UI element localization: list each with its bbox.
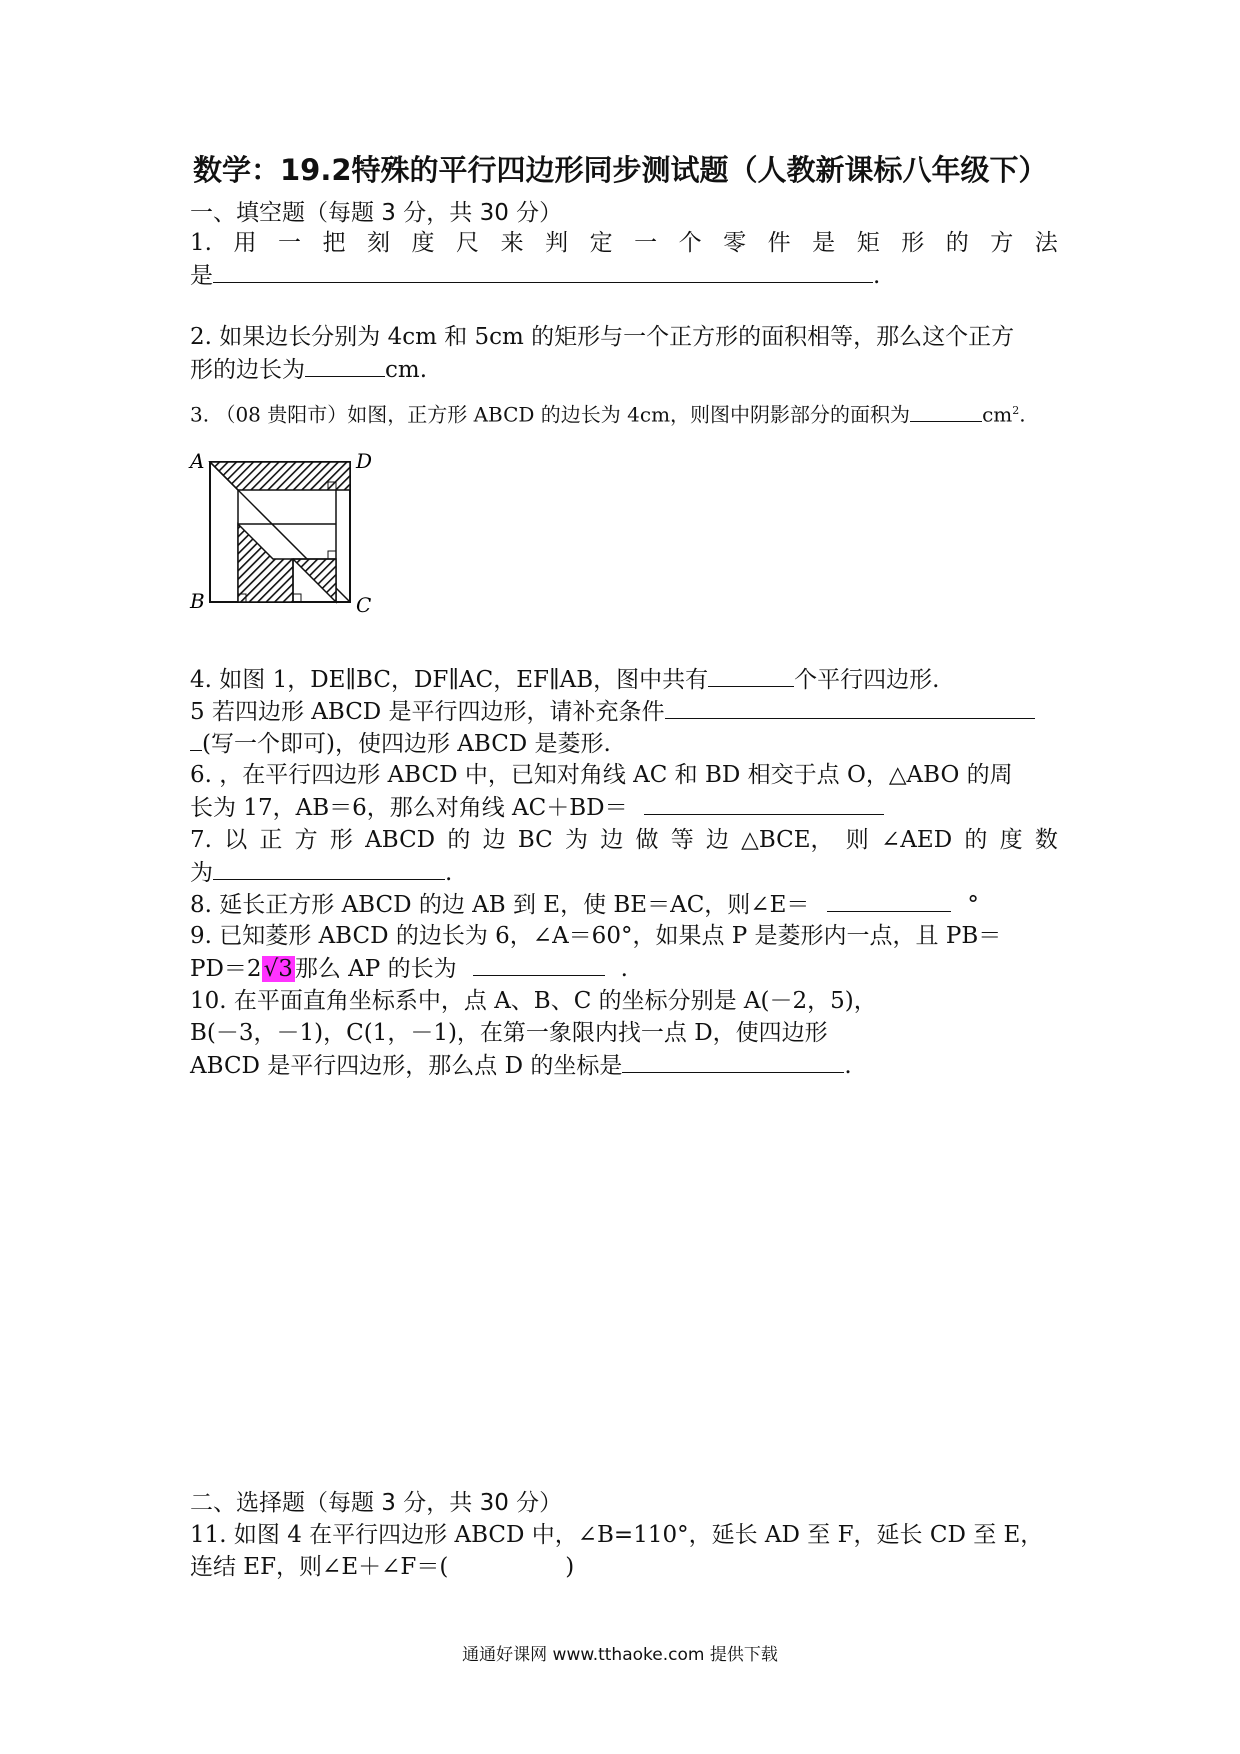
q9-mid: 那么 AP 的长为 [294,956,457,982]
question-1-line-2 [190,260,880,291]
square-abcd-figure [186,452,386,622]
question-10-line-3 [190,1050,852,1081]
q1-char: 度 [411,230,435,256]
q5-prefix: 5 若四边形 ABCD 是平行四边形，请补充条件 [190,699,665,725]
q7-token: 边 [705,827,729,853]
vertex-label-c: C [356,593,372,617]
answer-blank-q5-cont[interactable] [190,728,202,751]
question-9-line-2 [190,953,628,984]
q7-token: 以 [224,827,248,853]
question-1-line-1 [190,228,1058,258]
q7-prefix: 为 [190,860,213,886]
q1-char: 用 [233,230,257,256]
question-11-line-1: 11. 如图 4 在平行四边形 ABCD 中，∠B=110°，延长 AD 至 F，延长 CD 至 E， [190,1522,1044,1548]
q1-char: 1. [190,230,212,256]
q9-prefix: PD＝2 [190,956,262,982]
shaded-region-top [210,462,350,490]
q7-token: △BCE， [741,827,834,853]
question-8 [190,889,979,920]
q7-token: 的 [447,827,471,853]
q1-char: 矩 [856,230,880,256]
answer-blank-q7[interactable] [213,857,445,880]
question-11-line-2: 连结 EF，则∠E＋∠F＝( ) [190,1554,575,1580]
q1-char: 定 [589,230,613,256]
q1-prefix: 是 [190,263,213,289]
q1-char: 法 [1034,230,1058,256]
question-3 [190,396,1026,430]
question-6-line-2 [190,792,884,823]
page-footer: 通通好课网 www.tthaoke.com 提供下载 [462,1645,778,1665]
q7-token: 则 [845,827,869,853]
question-10-line-2: B(－3，－1)，C(1，－1)，在第一象限内找一点 D，使四边形 [190,1020,828,1046]
q3-text: 3. （08 贵阳市）如图，正方形 ABCD 的边长为 4cm，则图中阴影部分的面积为 [190,402,911,427]
q1-char: 刻 [367,230,391,256]
section-1-heading: 一、填空题（每题 3 分，共 30 分） [190,200,563,226]
document-title: 数学：19.2特殊的平行四边形同步测试题（人教新课标八年级下） [193,153,1048,187]
question-2-line-1: 2. 如果边长分别为 4cm 和 5cm 的矩形与一个正方形的面积相等，那么这个正方 [190,324,1015,350]
sqrt-three-highlight: √3 [263,956,293,982]
q1-char: 形 [901,230,925,256]
q1-char: 个 [678,230,702,256]
q10-suffix: . [844,1053,852,1079]
q2-suffix: cm. [385,357,428,383]
answer-blank-q6[interactable] [644,792,884,815]
q7-token: ABCD [365,827,436,853]
q7-token: 的 [964,827,988,853]
q4-prefix: 4. 如图 1，DE∥BC，DF∥AC，EF∥AB，图中共有 [190,667,709,693]
q7-token: ∠AED [881,827,953,853]
answer-blank-q2[interactable] [305,354,385,377]
q7-token: 等 [670,827,694,853]
q7-token: 7. [190,827,212,853]
q1-char: 方 [990,230,1014,256]
answer-blank-q8[interactable] [827,889,951,912]
q2-prefix: 形的边长为 [190,357,305,383]
right-angle-marker [328,551,336,559]
q6-prefix: 长为 17，AB＝6，那么对角线 AC＋BD＝ [190,795,628,821]
q1-char: 把 [322,230,346,256]
vertex-label-d: D [356,452,373,473]
q3-end: . [1019,402,1026,427]
q1-char: 来 [500,230,524,256]
q7-token: 数 [1034,827,1058,853]
q1-char: 一 [634,230,658,256]
q1-char: 一 [277,230,301,256]
q7-token: BC [517,827,553,853]
q5-line2: (写一个即可)，使四边形 ABCD 是菱形. [202,731,611,757]
q7-token: 为 [564,827,588,853]
answer-blank-q1[interactable] [213,260,873,283]
q9-suffix: . [620,956,628,982]
q3-unit: cm [982,402,1013,427]
q8-suffix: ° [967,892,979,918]
q1-char: 件 [767,230,791,256]
question-7-line-1 [190,825,1058,855]
question-10-line-1: 10. 在平面直角坐标系中，点 A、B、C 的坐标分别是 A(－2，5)， [190,988,877,1014]
answer-blank-q10[interactable] [622,1050,844,1073]
vertex-label-b: B [190,589,205,613]
q7-token: 方 [294,827,318,853]
question-5-line-1 [190,696,1035,727]
question-7-line-2 [190,857,452,888]
answer-blank-q9[interactable] [473,953,605,976]
q7-suffix: . [445,860,453,886]
q1-char: 零 [723,230,747,256]
q1-suffix: . [873,263,881,289]
q7-token: 边 [600,827,624,853]
shaded-region-right [293,559,336,602]
vertex-label-a: A [190,452,205,473]
right-angle-marker [293,594,301,602]
q7-token: 做 [635,827,659,853]
q1-char: 判 [545,230,569,256]
question-6-line-1: 6. ，在平行四边形 ABCD 中，已知对角线 AC 和 BD 相交于点 O，△ABO 的周 [190,762,1013,788]
q8-prefix: 8. 延长正方形 ABCD 的边 AB 到 E，使 BE＝AC，则∠E＝ [190,892,810,918]
q7-token: 正 [259,827,283,853]
answer-blank-q4[interactable] [708,664,794,687]
q1-char: 的 [945,230,969,256]
question-4 [190,664,939,695]
q7-token: 度 [999,827,1023,853]
q4-suffix: 个平行四边形. [794,667,940,693]
section-2-heading: 二、选择题（每题 3 分，共 30 分） [190,1490,563,1516]
q7-token: 形 [329,827,353,853]
question-5-line-2 [190,728,611,759]
q1-char: 尺 [456,230,480,256]
q1-char: 是 [812,230,836,256]
question-9-line-1: 9. 已知菱形 ABCD 的边长为 6，∠A＝60°，如果点 P 是菱形内一点，且 PB＝ [190,923,1002,949]
question-2-line-2 [190,354,427,385]
q10-prefix: ABCD 是平行四边形，那么点 D 的坐标是 [190,1053,623,1079]
answer-blank-q3[interactable] [910,399,982,422]
q7-token: 边 [482,827,506,853]
answer-blank-q5[interactable] [665,696,1035,719]
q3-unit-sup: 2 [1012,404,1020,417]
